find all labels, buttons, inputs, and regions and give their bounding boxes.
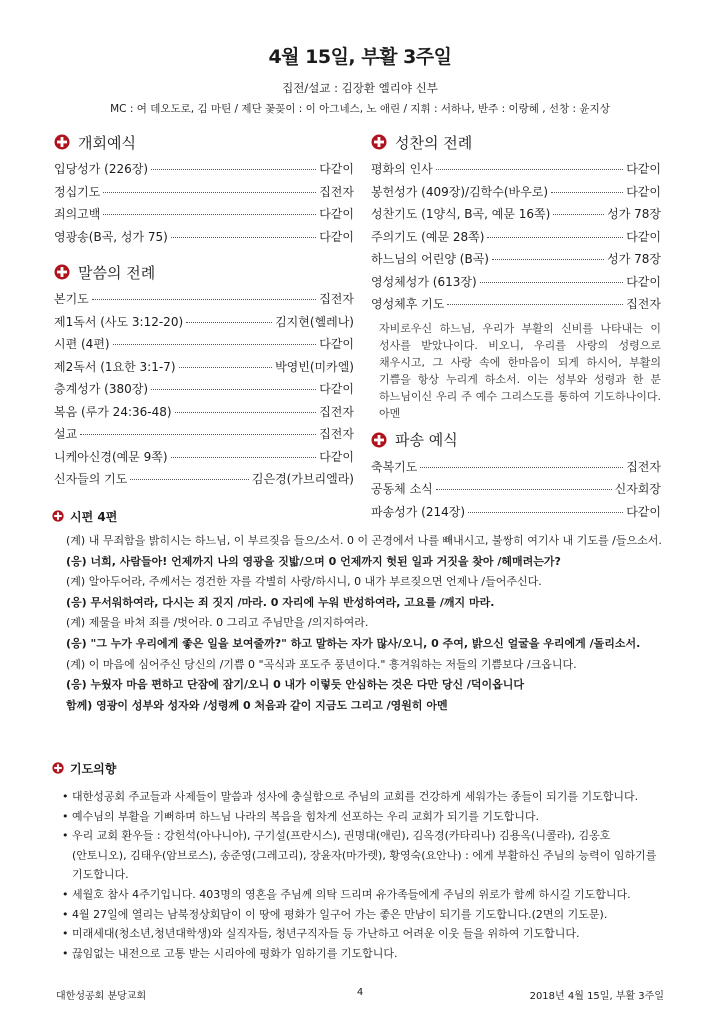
service-item: [54, 228, 354, 251]
opening-rite-heading: [54, 130, 354, 154]
officiant-line: 집전/설교 : 김장환 엘리야 신부: [282, 81, 438, 95]
opening-rite-title: 개회예식: [78, 133, 136, 152]
psalm-heading: [52, 507, 662, 525]
service-item-label: 공동체 소식: [371, 482, 433, 496]
page-title: 4월 15일, 부활 3주일: [268, 46, 452, 68]
footer-church-name: 대한성공회 분당교회: [56, 991, 147, 1002]
service-item-role: 신자회장: [614, 482, 661, 496]
intention-item: • 우리 교회 환우들 : 강헌석(아나니아), 구기설(프란시스), 권명대(애린), 김옥경(카타리나) 김용옥(니콜라), 김옹호(안토니오), 김태우(암브로스), 송준영(그레고리), 장윤자(마가렛), 황영숙(요안나) : 에게 부활하신 주님의 능력이 임하기를 기도합니다.: [62, 826, 662, 885]
dot-leader: [151, 169, 316, 170]
intention-item: • 끊임없는 내전으로 고통 받는 시리아에 평화가 임하기를 기도합니다.: [62, 944, 662, 964]
cross-icon: [54, 134, 70, 150]
service-item-label: 죄의고백: [54, 207, 101, 221]
dismissal-title: 파송 예식: [395, 431, 458, 449]
dot-leader: [113, 344, 317, 345]
service-item-role: 박영빈(미카엘): [275, 359, 354, 374]
service-item-label: 설교: [54, 427, 78, 441]
service-item-label: 니케아신경(예문 9쪽): [54, 449, 168, 464]
service-item-label: 제2독서 (1요한 3:1-7): [54, 359, 176, 374]
service-item-label: 시편 (4편): [54, 337, 110, 351]
service-item-role: 집전자: [319, 184, 354, 199]
right-column: [371, 130, 661, 525]
service-item-label: 평화의 인사: [371, 162, 433, 176]
psalm-verse: (응) 무서워하여라, 다시는 죄 짓지 /마라. 0 자리에 누워 반성하여라, 고요를 /깨지 마라.: [66, 595, 495, 609]
intention-item: • 세월호 참사 4주기입니다. 403명의 영혼을 주님께 의탁 드리며 유가족들에게 주님의 위로가 함께 하시길 기도합니다.: [62, 885, 662, 905]
dot-leader: [551, 192, 623, 193]
intention-item: • 4월 27일에 열리는 남북정상회담이 이 땅에 평화가 일구어 가는 좋은 만남이 되기를 기도합니다.(2면의 기도문).: [62, 905, 662, 925]
service-item-label: 영성체후 기도: [371, 297, 445, 311]
service-item: [54, 183, 354, 206]
service-item: [54, 448, 354, 471]
post-communion-prayer: 자비로우신 하느님, 우리가 부활의 신비를 나타내는 이 성사를 받았나이다. 비오니, 우리를 사랑의 성령으로 채우시고, 그 사랑 속에 한마음이 되게 하시어, 부활의 기쁨을 항상 누리게 하소서. 이는 성부와 성령과 한 분 하느님이신 우리 주 예수 그리스도를 통하여 기도하나이다. 아멘: [379, 321, 661, 420]
dot-leader: [186, 322, 272, 323]
eucharist-list: [371, 160, 661, 318]
service-item: [54, 425, 354, 448]
dot-leader: [103, 192, 316, 193]
dot-leader: [436, 489, 612, 490]
service-item-role: 성가 78장: [607, 252, 661, 266]
footer-date: 2018년 4월 15일, 부활 3주일: [529, 991, 664, 1002]
psalm-title: 시편 4편: [70, 509, 118, 524]
service-item: [54, 290, 354, 313]
dot-leader: [130, 479, 249, 480]
service-item-label: 제1독서 (사도 3:12-20): [54, 314, 184, 329]
service-item-role: 김지현(헬레나): [275, 314, 354, 329]
dot-leader: [553, 214, 604, 215]
psalm-verse: 함께) 영광이 성부와 성자와 /성령께 0 처음과 같이 지금도 그리고 /영원히 아멘: [66, 698, 448, 712]
service-item: [54, 205, 354, 228]
dot-leader: [487, 237, 623, 238]
service-item: [371, 480, 661, 503]
dot-leader: [171, 457, 317, 458]
dismissal-heading: [371, 428, 661, 452]
service-item-label: 층계성가 (380장): [54, 382, 149, 396]
intention-item: • 예수님의 부활을 기뻐하며 하느님 나라의 복음을 힘차게 선포하는 우리 교회가 되기를 기도합니다.: [62, 807, 662, 827]
service-item: [54, 470, 354, 493]
intentions-title: 기도의향: [70, 761, 117, 776]
dot-leader: [447, 304, 623, 305]
cross-icon: [54, 264, 70, 280]
dot-leader: [103, 214, 316, 215]
service-item-label: 본기도: [54, 292, 89, 306]
roles-line: MC : 여 데오도로, 김 마틴 / 제단 꽃꽂이 : 이 아그네스, 노 애린 / 지휘 : 서하나, 반주 : 이랑혜 , 선창 : 윤지상: [110, 103, 610, 115]
service-item-label: 정십기도: [54, 184, 101, 199]
service-item-role: 다같이: [626, 184, 661, 199]
psalm-verse: (계) 알아두어라, 주께서는 경건한 자를 각별히 사랑/하시니, 0 내가 부르짖으면 언제나 /들어주신다.: [66, 575, 542, 589]
word-liturgy-title: 말씀의 전례: [78, 263, 156, 282]
cross-icon: [371, 432, 387, 448]
service-item-role: 다같이: [319, 382, 354, 396]
dot-leader: [151, 389, 316, 390]
service-item: [371, 295, 661, 318]
intention-item: • 대한성공회 주교들과 사제들이 말씀과 성사에 충실함으로 주님의 교회를 건강하게 세워가는 종들이 되기를 기도합니다.: [62, 787, 662, 807]
left-column: [54, 130, 354, 493]
psalm-verse: (계) 이 마음에 심어주신 당신의 /기쁨 0 "곡식과 포도주 풍년이다." 흥겨워하는 저들의 기쁨보다 /크옵니다.: [66, 657, 577, 671]
psalm-section: [52, 507, 662, 716]
psalm-verse: (계) 내 무죄함을 밝히시는 하느님, 이 부르짖음 들으/소서. 0 이 곤경에서 나를 빼내시고, 불쌍히 여기사 내 기도를 /들으소서.: [66, 534, 662, 547]
service-item: [371, 458, 661, 481]
service-item: [371, 228, 661, 251]
service-item-label: 축복기도: [371, 459, 418, 474]
service-item-role: 다같이: [626, 162, 661, 176]
service-item-role: 다같이: [319, 449, 354, 464]
footer-page-number: 4: [356, 987, 364, 998]
service-item-role: 집전자: [626, 459, 661, 474]
service-item-label: 복음 (루가 24:36-48): [54, 404, 172, 419]
service-item-role: 다같이: [319, 337, 354, 351]
service-item-label: 영광송(B곡, 성가 75): [54, 229, 168, 244]
cross-icon: [52, 510, 64, 522]
service-item-role: 성가 78장: [607, 207, 661, 221]
eucharist-title: 성찬의 전례: [395, 133, 473, 152]
service-item-role: 김은경(가브리엘라): [251, 472, 354, 486]
service-item-label: 파송성가 (214장): [371, 504, 466, 519]
service-item: [371, 183, 661, 206]
service-item-role: 다같이: [319, 162, 354, 176]
service-item: [54, 335, 354, 358]
word-liturgy-list: [54, 290, 354, 493]
intentions-heading: [52, 759, 662, 777]
service-item-role: 다같이: [319, 207, 354, 221]
dot-leader: [179, 367, 273, 368]
eucharist-heading: [371, 130, 661, 154]
cross-icon: [371, 134, 387, 150]
service-item: [371, 205, 661, 228]
service-item-role: 집전자: [319, 292, 354, 306]
page-footer: [56, 987, 664, 1003]
dot-leader: [420, 467, 623, 468]
service-item: [54, 380, 354, 403]
dot-leader: [80, 434, 316, 435]
service-item-role: 집전자: [319, 427, 354, 441]
dot-leader: [171, 237, 316, 238]
service-item: [371, 273, 661, 296]
dot-leader: [480, 282, 624, 283]
service-item-role: 다같이: [319, 229, 354, 244]
dot-leader: [436, 169, 623, 170]
service-item-label: 입당성가 (226장): [54, 162, 149, 176]
service-item-label: 하느님의 어린양 (B곡): [371, 252, 489, 266]
service-item-role: 다같이: [626, 229, 661, 244]
psalm-verse: (응) "그 누가 우리에게 좋은 일을 보여줄까?" 하고 말하는 자가 많사/오니, 0 주여, 밝으신 얼굴을 우리에게 /돌리소서.: [66, 636, 641, 650]
psalm-verse: (응) 너희, 사람들아! 언제까지 나의 영광을 짓밟/으며 0 언제까지 헛된 일과 거짓을 찾아 /헤매려는가?: [66, 554, 561, 568]
service-item-role: 집전자: [319, 404, 354, 419]
psalm-lines: [66, 531, 662, 716]
service-item-label: 성찬기도 (1양식, B곡, 예문 16쪽): [371, 207, 551, 221]
service-item: [54, 313, 354, 336]
intentions-list: [62, 787, 662, 963]
service-item: [371, 250, 661, 273]
word-liturgy-heading: [54, 260, 354, 284]
service-item: [54, 403, 354, 426]
service-item: [371, 160, 661, 183]
service-item-label: 영성체성가 (613장): [371, 274, 477, 289]
service-item-label: 봉헌성가 (409장)/김학수(바우로): [371, 184, 549, 199]
cross-icon: [52, 762, 64, 774]
intentions-section: [52, 759, 662, 963]
service-item: [54, 160, 354, 183]
dot-leader: [492, 259, 604, 260]
dot-leader: [92, 299, 316, 300]
service-item-role: 다같이: [626, 504, 661, 519]
service-item-label: 신자들의 기도: [54, 472, 128, 486]
dot-leader: [175, 412, 317, 413]
psalm-verse: (응) 누웠자 마음 편하고 단잠에 잠기/오니 0 내가 이렇듯 안심하는 것은 다만 당신 /덕이옵니다: [66, 678, 525, 692]
opening-rite-list: [54, 160, 354, 250]
service-item-role: 집전자: [626, 297, 661, 311]
intention-item: • 미래세대(청소년,청년대학생)와 실직자들, 청년구직자들 등 가난하고 어려운 이웃 들을 위하여 기도합니다.: [62, 924, 662, 944]
psalm-verse: (계) 제물을 바쳐 죄를 /벗어라. 0 그리고 주님만을 /의지하여라.: [66, 616, 369, 630]
service-item-role: 다같이: [626, 274, 661, 289]
service-item: [54, 358, 354, 381]
service-item-label: 주의기도 (예문 28쪽): [371, 229, 485, 244]
